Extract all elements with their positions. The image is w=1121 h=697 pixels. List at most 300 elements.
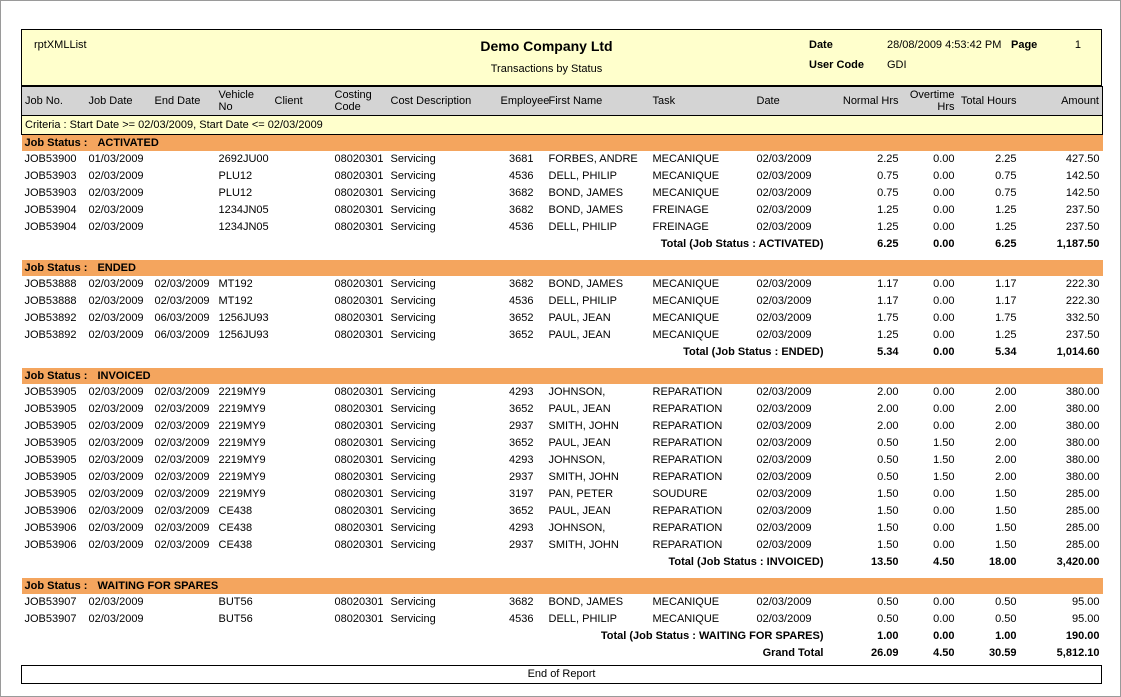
cell-overtime-hrs: 0.00 xyxy=(933,329,955,341)
cell-employee: 4536 xyxy=(509,221,534,233)
table-row xyxy=(22,537,1103,554)
cell-vehicle-no: 2692JU00 xyxy=(218,153,269,165)
cell-job-no: JOB53906 xyxy=(24,539,77,551)
cell-date: 02/03/2009 xyxy=(756,471,812,483)
cell-job-date: 02/03/2009 xyxy=(88,488,144,500)
section-band-invoiced xyxy=(22,368,1103,384)
cell-task: REPARATION xyxy=(652,539,723,551)
cell-normal-hrs: 0.75 xyxy=(877,170,899,182)
cell-date: 02/03/2009 xyxy=(756,454,812,466)
cell-total-hours: 2.00 xyxy=(995,471,1017,483)
page-number: 1 xyxy=(1074,39,1081,51)
cell-date: 02/03/2009 xyxy=(756,386,812,398)
cell-date: 02/03/2009 xyxy=(756,437,812,449)
cell-amount: 142.50 xyxy=(1065,187,1100,199)
section-total-value: 4.50 xyxy=(933,556,955,568)
cell-costing-code: 08020301 xyxy=(334,613,384,625)
section-total-value: 1.00 xyxy=(995,630,1017,642)
cell-job-no: JOB53905 xyxy=(24,488,77,500)
cell-job-date: 02/03/2009 xyxy=(88,170,144,182)
company-title: Demo Company Ltd xyxy=(480,38,613,54)
cell-job-date: 02/03/2009 xyxy=(88,471,144,483)
cell-vehicle-no: 1234JN05 xyxy=(218,221,269,233)
cell-amount: 427.50 xyxy=(1065,153,1100,165)
cell-vehicle-no: 2219MY9 xyxy=(218,403,266,415)
cell-costing-code: 08020301 xyxy=(334,437,384,449)
cell-task: REPARATION xyxy=(652,522,723,534)
cell-vehicle-no: MT192 xyxy=(218,278,253,290)
cell-employee: 4536 xyxy=(509,295,534,307)
section-total-value: 18.00 xyxy=(988,556,1017,568)
cell-date: 02/03/2009 xyxy=(756,278,812,290)
report-header xyxy=(21,29,1102,86)
cell-vehicle-no: 2219MY9 xyxy=(218,454,266,466)
cell-costing-code: 08020301 xyxy=(334,153,384,165)
section-total-value: 0.00 xyxy=(933,346,955,358)
cell-vehicle-no: CE438 xyxy=(218,505,253,517)
cell-employee: 4293 xyxy=(509,454,534,466)
cell-client xyxy=(272,310,332,327)
cell-cost-description: Servicing xyxy=(390,420,436,432)
cell-costing-code: 08020301 xyxy=(334,420,384,432)
cell-amount: 285.00 xyxy=(1065,488,1100,500)
cell-client xyxy=(272,452,332,469)
cell-total-hours: 1.25 xyxy=(995,221,1017,233)
cell-overtime-hrs: 1.50 xyxy=(933,454,955,466)
table-row xyxy=(22,327,1103,344)
cell-job-date: 02/03/2009 xyxy=(88,522,144,534)
cell-job-no: JOB53904 xyxy=(24,204,77,216)
cell-vehicle-no: 2219MY9 xyxy=(218,488,266,500)
gap-row xyxy=(22,361,1103,368)
cell-employee: 3682 xyxy=(509,204,534,216)
cell-client xyxy=(272,384,332,401)
cell-employee: 2937 xyxy=(509,420,534,432)
cell-date: 02/03/2009 xyxy=(756,170,812,182)
cell-job-date: 02/03/2009 xyxy=(88,613,144,625)
cell-normal-hrs: 1.50 xyxy=(877,522,899,534)
cell-costing-code: 08020301 xyxy=(334,312,384,324)
job-status-label: Job Status : xyxy=(24,580,88,592)
cell-overtime-hrs: 0.00 xyxy=(933,221,955,233)
cell-total-hours: 0.75 xyxy=(995,170,1017,182)
cell-job-date: 02/03/2009 xyxy=(88,221,144,233)
user-code-value: GDI xyxy=(887,59,907,71)
cell-job-date: 02/03/2009 xyxy=(88,329,144,341)
cell-job-date: 02/03/2009 xyxy=(88,403,144,415)
cell-end-date xyxy=(152,219,216,236)
cell-normal-hrs: 1.50 xyxy=(877,505,899,517)
cell-job-date: 02/03/2009 xyxy=(88,278,144,290)
section-total-value: 6.25 xyxy=(995,238,1017,250)
cell-job-date: 02/03/2009 xyxy=(88,386,144,398)
col-header-client: Client xyxy=(272,87,332,116)
cell-total-hours: 1.17 xyxy=(995,278,1017,290)
cell-client xyxy=(272,202,332,219)
section-band-cell xyxy=(22,260,1103,276)
cell-vehicle-no: 2219MY9 xyxy=(218,437,266,449)
cell-job-no: JOB53892 xyxy=(24,329,77,341)
cell-job-date: 02/03/2009 xyxy=(88,420,144,432)
cell-first-name: PAUL, JEAN xyxy=(548,329,611,341)
cell-first-name: SMITH, JOHN xyxy=(548,539,619,551)
cell-costing-code: 08020301 xyxy=(334,596,384,608)
cell-job-date: 02/03/2009 xyxy=(88,539,144,551)
grand-total-value: 4.50 xyxy=(933,647,955,659)
section-total-value: 1,187.50 xyxy=(1056,238,1100,250)
cell-end-date: 02/03/2009 xyxy=(154,522,210,534)
cell-first-name: DELL, PHILIP xyxy=(548,170,617,182)
cell-overtime-hrs: 0.00 xyxy=(933,522,955,534)
cell-client xyxy=(272,520,332,537)
cell-overtime-hrs: 0.00 xyxy=(933,153,955,165)
cell-job-date: 02/03/2009 xyxy=(88,505,144,517)
job-status-value: WAITING FOR SPARES xyxy=(97,580,219,592)
cell-overtime-hrs: 0.00 xyxy=(933,403,955,415)
cell-cost-description: Servicing xyxy=(390,386,436,398)
cell-total-hours: 1.50 xyxy=(995,522,1017,534)
cell-job-date: 02/03/2009 xyxy=(88,437,144,449)
cell-amount: 237.50 xyxy=(1065,204,1100,216)
cell-costing-code: 08020301 xyxy=(334,403,384,415)
cell-overtime-hrs: 0.00 xyxy=(933,278,955,290)
cell-job-no: JOB53906 xyxy=(24,505,77,517)
cell-normal-hrs: 2.00 xyxy=(877,386,899,398)
cell-date: 02/03/2009 xyxy=(756,204,812,216)
table-row xyxy=(22,611,1103,628)
cell-vehicle-no: 2219MY9 xyxy=(218,386,266,398)
cell-total-hours: 2.00 xyxy=(995,403,1017,415)
cell-first-name: PAUL, JEAN xyxy=(548,437,611,449)
cell-first-name: DELL, PHILIP xyxy=(548,613,617,625)
cell-first-name: BOND, JAMES xyxy=(548,596,624,608)
cell-normal-hrs: 1.17 xyxy=(877,295,899,307)
cell-amount: 285.00 xyxy=(1065,539,1100,551)
cell-total-hours: 1.50 xyxy=(995,505,1017,517)
cell-job-date: 02/03/2009 xyxy=(88,295,144,307)
section-total-row xyxy=(22,236,1103,253)
cell-amount: 222.30 xyxy=(1065,278,1100,290)
cell-total-hours: 0.75 xyxy=(995,187,1017,199)
cell-employee: 3652 xyxy=(509,329,534,341)
cell-amount: 237.50 xyxy=(1065,329,1100,341)
cell-client xyxy=(272,293,332,310)
table-row xyxy=(22,384,1103,401)
cell-job-no: JOB53905 xyxy=(24,403,77,415)
table-row xyxy=(22,418,1103,435)
col-header-costing-code: Costing Code xyxy=(332,87,388,116)
table-row xyxy=(22,219,1103,236)
cell-cost-description: Servicing xyxy=(390,596,436,608)
job-status-value: ENDED xyxy=(97,262,136,274)
cell-first-name: JOHNSON, xyxy=(548,386,606,398)
cell-end-date: 02/03/2009 xyxy=(154,386,210,398)
cell-amount: 95.00 xyxy=(1071,613,1100,625)
cell-job-no: JOB53905 xyxy=(24,437,77,449)
cell-date: 02/03/2009 xyxy=(756,596,812,608)
cell-end-date: 02/03/2009 xyxy=(154,295,210,307)
cell-cost-description: Servicing xyxy=(390,153,436,165)
cell-client xyxy=(272,151,332,168)
cell-normal-hrs: 2.00 xyxy=(877,403,899,415)
cell-amount: 380.00 xyxy=(1065,386,1100,398)
cell-task: MECANIQUE xyxy=(652,187,720,199)
cell-employee: 3681 xyxy=(509,153,534,165)
cell-costing-code: 08020301 xyxy=(334,204,384,216)
cell-overtime-hrs: 0.00 xyxy=(933,505,955,517)
col-header-vehicle-no: Vehicle No xyxy=(216,87,272,116)
cell-client xyxy=(272,168,332,185)
cell-cost-description: Servicing xyxy=(390,613,436,625)
cell-job-no: JOB53905 xyxy=(24,420,77,432)
cell-employee: 2937 xyxy=(509,471,534,483)
cell-cost-description: Servicing xyxy=(390,170,436,182)
cell-employee: 3652 xyxy=(509,437,534,449)
section-total-value: 1,014.60 xyxy=(1056,346,1100,358)
date-value: 28/08/2009 4:53:42 PM xyxy=(887,39,1002,51)
table-row xyxy=(22,435,1103,452)
section-band-cell xyxy=(22,135,1103,152)
cell-overtime-hrs: 0.00 xyxy=(933,613,955,625)
cell-client xyxy=(272,611,332,628)
cell-normal-hrs: 0.50 xyxy=(877,596,899,608)
cell-task: REPARATION xyxy=(652,386,723,398)
cell-task: MECANIQUE xyxy=(652,613,720,625)
cell-amount: 380.00 xyxy=(1065,437,1100,449)
cell-normal-hrs: 1.50 xyxy=(877,539,899,551)
report-table xyxy=(21,86,1103,662)
column-header-row xyxy=(22,87,1103,116)
section-total-value: 190.00 xyxy=(1065,630,1100,642)
cell-date: 02/03/2009 xyxy=(756,505,812,517)
cell-job-no: JOB53907 xyxy=(24,596,77,608)
cell-end-date xyxy=(152,594,216,611)
cell-task: REPARATION xyxy=(652,420,723,432)
cell-costing-code: 08020301 xyxy=(334,386,384,398)
cell-normal-hrs: 0.50 xyxy=(877,613,899,625)
table-row xyxy=(22,168,1103,185)
cell-end-date: 06/03/2009 xyxy=(154,312,210,324)
cell-end-date: 02/03/2009 xyxy=(154,420,210,432)
cell-task: MECANIQUE xyxy=(652,329,720,341)
cell-employee: 3197 xyxy=(509,488,534,500)
section-total-value: 5.34 xyxy=(877,346,899,358)
cell-first-name: BOND, JAMES xyxy=(548,187,624,199)
cell-task: MECANIQUE xyxy=(652,170,720,182)
cell-date: 02/03/2009 xyxy=(756,329,812,341)
cell-employee: 3652 xyxy=(509,403,534,415)
cell-cost-description: Servicing xyxy=(390,221,436,233)
cell-first-name: SMITH, JOHN xyxy=(548,420,619,432)
col-header-job-date: Job Date xyxy=(86,87,152,116)
cell-total-hours: 1.75 xyxy=(995,312,1017,324)
table-row xyxy=(22,185,1103,202)
section-total-row xyxy=(22,554,1103,571)
report-page xyxy=(21,29,1102,684)
cell-total-hours: 1.25 xyxy=(995,329,1017,341)
cell-cost-description: Servicing xyxy=(390,312,436,324)
cell-task: MECANIQUE xyxy=(652,596,720,608)
grand-total-row xyxy=(22,645,1103,662)
col-header-amount: Amount xyxy=(1020,87,1103,116)
cell-vehicle-no: PLU12 xyxy=(218,187,253,199)
cell-employee: 4536 xyxy=(509,170,534,182)
criteria-row xyxy=(22,116,1103,135)
cell-client xyxy=(272,327,332,344)
cell-normal-hrs: 1.25 xyxy=(877,329,899,341)
grand-total-value: 5,812.10 xyxy=(1056,647,1100,659)
cell-overtime-hrs: 0.00 xyxy=(933,170,955,182)
cell-overtime-hrs: 1.50 xyxy=(933,437,955,449)
table-row xyxy=(22,401,1103,418)
cell-cost-description: Servicing xyxy=(390,329,436,341)
table-row xyxy=(22,503,1103,520)
cell-normal-hrs: 0.75 xyxy=(877,187,899,199)
cell-job-no: JOB53906 xyxy=(24,522,77,534)
cell-first-name: DELL, PHILIP xyxy=(548,221,617,233)
cell-job-no: JOB53905 xyxy=(24,386,77,398)
cell-normal-hrs: 1.75 xyxy=(877,312,899,324)
cell-date: 02/03/2009 xyxy=(756,312,812,324)
cell-costing-code: 08020301 xyxy=(334,329,384,341)
cell-job-no: JOB53905 xyxy=(24,471,77,483)
cell-normal-hrs: 0.50 xyxy=(877,471,899,483)
cell-amount: 380.00 xyxy=(1065,471,1100,483)
col-header-total-hours: Total Hours xyxy=(958,87,1020,116)
cell-client xyxy=(272,594,332,611)
cell-amount: 332.50 xyxy=(1065,312,1100,324)
cell-total-hours: 1.25 xyxy=(995,204,1017,216)
cell-vehicle-no: PLU12 xyxy=(218,170,253,182)
cell-total-hours: 0.50 xyxy=(995,613,1017,625)
col-header-job-no: Job No. xyxy=(22,87,86,116)
cell-employee: 3652 xyxy=(509,312,534,324)
cell-client xyxy=(272,537,332,554)
cell-normal-hrs: 1.25 xyxy=(877,204,899,216)
cell-job-no: JOB53903 xyxy=(24,170,77,182)
cell-job-no: JOB53888 xyxy=(24,295,77,307)
grand-total-value: 30.59 xyxy=(988,647,1017,659)
gap-cell xyxy=(22,253,1103,260)
cell-overtime-hrs: 0.00 xyxy=(933,420,955,432)
table-row xyxy=(22,486,1103,503)
date-label: Date xyxy=(809,39,833,51)
cell-end-date xyxy=(152,202,216,219)
col-header-overtime-hrs: Overtime Hrs xyxy=(902,87,958,116)
cell-first-name: PAUL, JEAN xyxy=(548,505,611,517)
cell-first-name: PAN, PETER xyxy=(548,488,614,500)
cell-end-date: 02/03/2009 xyxy=(154,488,210,500)
cell-date: 02/03/2009 xyxy=(756,403,812,415)
table-row xyxy=(22,151,1103,168)
cell-costing-code: 08020301 xyxy=(334,278,384,290)
cell-total-hours: 1.50 xyxy=(995,539,1017,551)
cell-first-name: PAUL, JEAN xyxy=(548,312,611,324)
section-total-value: 3,420.00 xyxy=(1056,556,1100,568)
cell-job-no: JOB53907 xyxy=(24,613,77,625)
cell-normal-hrs: 2.00 xyxy=(877,420,899,432)
col-header-first-name: First Name xyxy=(546,87,650,116)
cell-job-date: 02/03/2009 xyxy=(88,312,144,324)
cell-overtime-hrs: 0.00 xyxy=(933,187,955,199)
cell-employee: 3682 xyxy=(509,278,534,290)
cell-job-no: JOB53905 xyxy=(24,454,77,466)
cell-costing-code: 08020301 xyxy=(334,187,384,199)
cell-costing-code: 08020301 xyxy=(334,221,384,233)
cell-task: REPARATION xyxy=(652,471,723,483)
cell-overtime-hrs: 0.00 xyxy=(933,312,955,324)
cell-employee: 4293 xyxy=(509,522,534,534)
cell-task: FREINAGE xyxy=(652,221,709,233)
cell-end-date: 02/03/2009 xyxy=(154,505,210,517)
cell-end-date: 02/03/2009 xyxy=(154,454,210,466)
cell-task: MECANIQUE xyxy=(652,295,720,307)
col-header-end-date: End Date xyxy=(152,87,216,116)
cell-amount: 222.30 xyxy=(1065,295,1100,307)
section-total-value: 0.00 xyxy=(933,238,955,250)
cell-vehicle-no: 2219MY9 xyxy=(218,420,266,432)
cell-end-date: 02/03/2009 xyxy=(154,437,210,449)
cell-client xyxy=(272,276,332,293)
cell-job-date: 02/03/2009 xyxy=(88,596,144,608)
col-header-task: Task xyxy=(650,87,754,116)
section-total-label: Total (Job Status : ENDED) xyxy=(683,346,824,358)
cell-end-date: 02/03/2009 xyxy=(154,403,210,415)
cell-task: MECANIQUE xyxy=(652,278,720,290)
cell-date: 02/03/2009 xyxy=(756,613,812,625)
cell-job-no: JOB53904 xyxy=(24,221,77,233)
cell-client xyxy=(272,418,332,435)
cell-end-date xyxy=(152,611,216,628)
cell-vehicle-no: BUT56 xyxy=(218,613,253,625)
cell-cost-description: Servicing xyxy=(390,522,436,534)
user-code-label: User Code xyxy=(809,59,865,71)
cell-total-hours: 2.00 xyxy=(995,454,1017,466)
cell-costing-code: 08020301 xyxy=(334,295,384,307)
cell-total-hours: 2.00 xyxy=(995,386,1017,398)
cell-amount: 95.00 xyxy=(1071,596,1100,608)
cell-client xyxy=(272,469,332,486)
cell-employee: 4536 xyxy=(509,613,534,625)
cell-job-date: 02/03/2009 xyxy=(88,187,144,199)
col-header-employee: Employee xyxy=(498,87,546,116)
page-label: Page xyxy=(1011,39,1038,51)
table-row xyxy=(22,276,1103,293)
cell-cost-description: Servicing xyxy=(390,505,436,517)
cell-job-no: JOB53888 xyxy=(24,278,77,290)
section-total-label: Total (Job Status : ACTIVATED) xyxy=(660,238,824,250)
section-band-activated xyxy=(22,135,1103,152)
job-status-label: Job Status : xyxy=(24,370,88,382)
cell-overtime-hrs: 1.50 xyxy=(933,471,955,483)
cell-amount: 380.00 xyxy=(1065,454,1100,466)
grand-total-label: Grand Total xyxy=(762,647,824,659)
report-meta xyxy=(809,30,1101,85)
cell-date: 02/03/2009 xyxy=(756,295,812,307)
table-row xyxy=(22,310,1103,327)
cell-first-name: PAUL, JEAN xyxy=(548,403,611,415)
cell-end-date: 02/03/2009 xyxy=(154,278,210,290)
table-row xyxy=(22,202,1103,219)
cell-vehicle-no: MT192 xyxy=(218,295,253,307)
cell-vehicle-no: 1256JU93 xyxy=(218,329,269,341)
section-total-value: 5.34 xyxy=(995,346,1017,358)
cell-date: 02/03/2009 xyxy=(756,221,812,233)
cell-job-no: JOB53903 xyxy=(24,187,77,199)
cell-costing-code: 08020301 xyxy=(334,471,384,483)
cell-end-date xyxy=(152,185,216,202)
cell-first-name: JOHNSON, xyxy=(548,454,606,466)
